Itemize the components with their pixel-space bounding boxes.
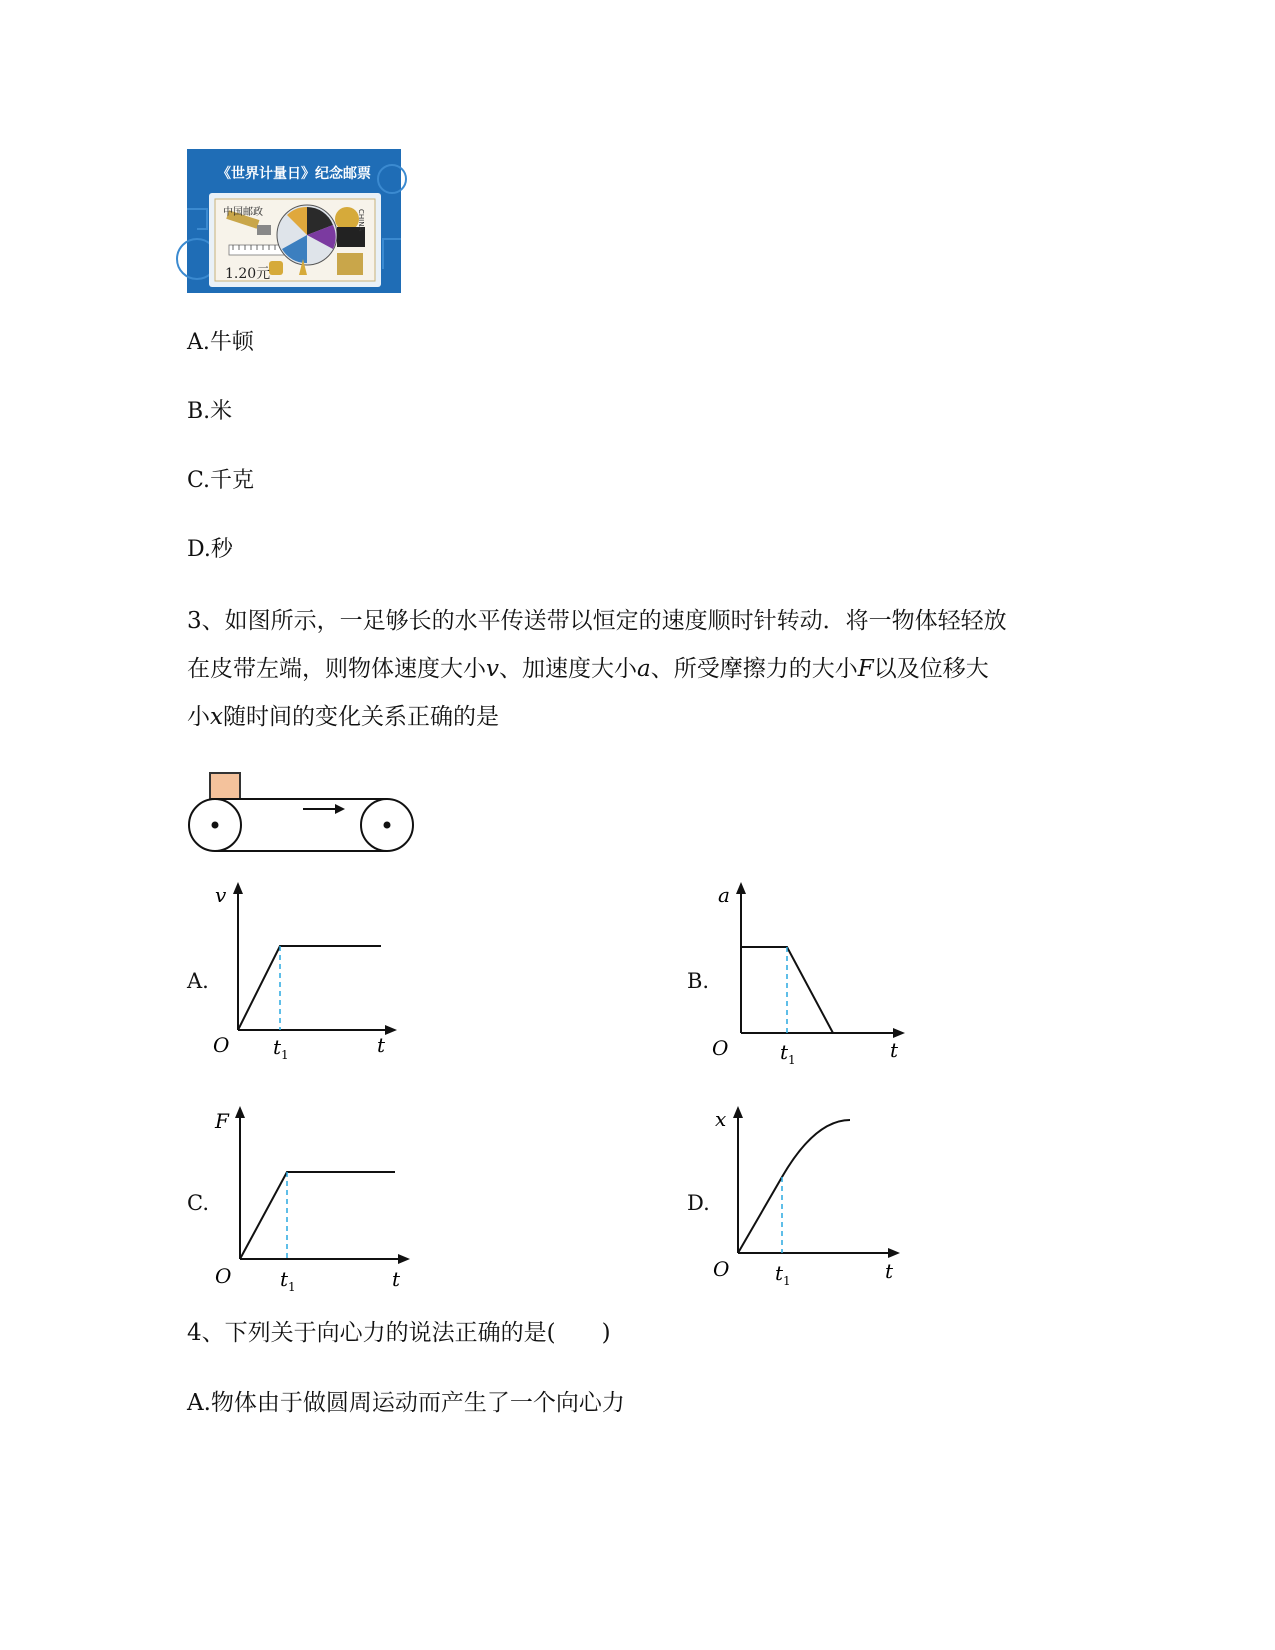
y-axis-label: a [718, 883, 730, 907]
option-label: B. [187, 399, 211, 424]
graph-c-option-label[interactable]: C. [187, 1191, 209, 1215]
t1-label: $t_1$ [273, 1035, 289, 1062]
right-axle [384, 822, 391, 829]
option-label: A. [187, 1390, 211, 1416]
q2-option-a[interactable] [187, 328, 254, 358]
q2-option-d[interactable] [187, 535, 233, 565]
x-curve [738, 1120, 850, 1253]
origin-label: O [213, 1033, 230, 1057]
y-axis-label: F [215, 1109, 229, 1133]
x-arrow [888, 1248, 900, 1258]
left-axle [212, 822, 219, 829]
x-axis-label: t [890, 1038, 899, 1062]
q2-option-c[interactable] [187, 466, 254, 496]
t1-label: $t_1$ [775, 1261, 791, 1288]
f-curve [240, 1172, 395, 1259]
x-arrow [385, 1025, 397, 1035]
y-arrow [733, 1106, 743, 1118]
x-arrow [893, 1028, 905, 1038]
x-axis-label: t [885, 1259, 894, 1283]
graph-a-option-label[interactable]: A. [187, 969, 209, 993]
graph-d-option-label[interactable]: D. [687, 1191, 710, 1215]
y-arrow [736, 882, 746, 894]
q3-text: 以及位移大 [873, 656, 989, 682]
option-text: 千克 [210, 468, 255, 493]
arrow-head [335, 804, 345, 814]
x-axis-label: t [377, 1033, 386, 1057]
q3-text: 、加速度大小 [499, 656, 637, 682]
stamp-banner-title: 《世界计量日》纪念邮票 [217, 166, 371, 182]
q3-line-3 [187, 693, 499, 741]
block [210, 773, 240, 799]
q4-option-a[interactable] [187, 1379, 625, 1427]
graph-c [210, 1100, 415, 1294]
x-arrow [398, 1254, 410, 1264]
q3-text: 随时间的变化关系正确的是 [222, 704, 499, 730]
graph-a [205, 880, 405, 1060]
var-v: v [486, 656, 499, 682]
t1-label: $t_1$ [280, 1267, 296, 1294]
origin-label: O [713, 1257, 730, 1281]
var-f: F [857, 656, 874, 682]
q3-text: 、所受摩擦力的大小 [650, 656, 858, 682]
option-text: 米 [210, 399, 233, 424]
stamp-postal-text: 中国邮政 [223, 207, 263, 218]
option-label: D. [187, 537, 211, 562]
option-text: 秒 [210, 537, 233, 562]
v-curve [238, 946, 381, 1030]
q4-stem: 4、下列关于向心力的说法正确的是( ) [187, 1320, 611, 1346]
option-label: C. [187, 468, 211, 493]
y-axis-label: x [715, 1107, 727, 1131]
stamp-denomination: 1.20元 [225, 266, 271, 282]
y-axis-label: v [215, 883, 227, 907]
option-text: 物体由于做圆周运动而产生了一个向心力 [210, 1390, 625, 1416]
graph-d [705, 1100, 910, 1288]
conveyor-belt-diagram [185, 768, 420, 868]
option-text: 牛顿 [209, 330, 254, 355]
q3-line-2 [187, 645, 989, 693]
origin-label: O [712, 1036, 729, 1060]
graph-b [700, 880, 910, 1067]
graph-b-option-label[interactable]: B. [687, 969, 710, 993]
x-axis-label: t [392, 1267, 401, 1291]
q3-text: 在皮带左端，则物体速度大小 [187, 656, 486, 682]
y-arrow [233, 882, 243, 894]
origin-label: O [215, 1264, 232, 1288]
var-a: a [637, 656, 651, 682]
y-arrow [235, 1106, 245, 1118]
q2-option-b[interactable] [187, 397, 232, 427]
t1-label: $t_1$ [780, 1040, 796, 1067]
stamp-country-text: CHINA [357, 209, 365, 232]
q3-line-1: 3、如图所示，一足够长的水平传送带以恒定的速度顺时针转动．将一物体轻轻放 [187, 608, 1007, 634]
q3-text: 小 [187, 704, 210, 730]
var-x: x [210, 704, 223, 730]
stamp-image [187, 149, 401, 293]
option-label: A. [187, 330, 210, 355]
